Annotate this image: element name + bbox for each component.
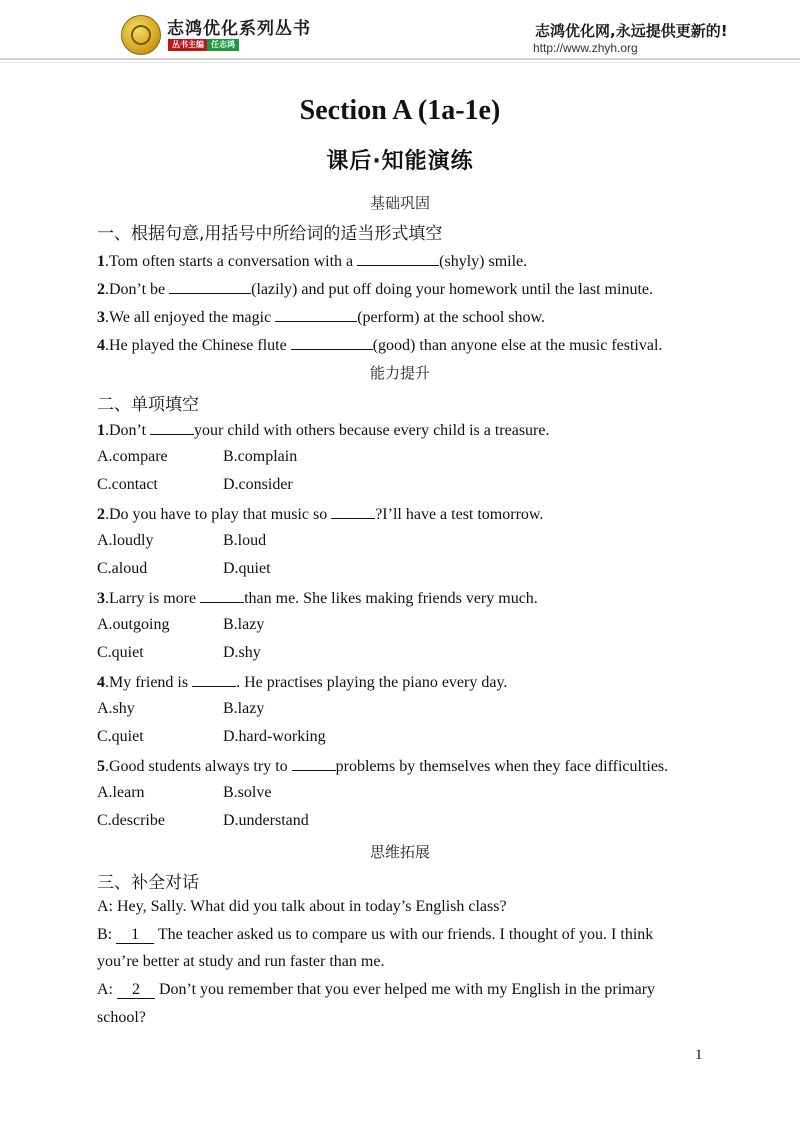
section-label-ability: 能力提升 [369, 364, 430, 382]
option-b[interactable]: B.solve [223, 784, 272, 801]
header-divider-thin [0, 62, 800, 63]
publisher-logo-icon [121, 15, 161, 55]
option-c[interactable]: C.aloud [97, 560, 148, 577]
speaker-label: B: [97, 926, 117, 943]
option-a[interactable]: A.compare [97, 448, 168, 465]
answer-blank[interactable] [150, 420, 194, 435]
option-b[interactable]: B.loud [223, 532, 267, 549]
answer-blank[interactable] [291, 335, 373, 350]
header-url-link[interactable]: http://www.zhyh.org [533, 41, 638, 55]
fill-item-4: 4.He played the Chinese flute (good) than anyone else at the music festival. [97, 337, 663, 354]
item-number: 3 [97, 309, 105, 326]
speaker-label: A: [97, 898, 117, 915]
dialogue-line-2: B: 1 The teacher asked us to compare us with our friends. I thought of you. I think [97, 926, 654, 943]
answer-blank[interactable] [275, 307, 357, 322]
option-b[interactable]: B.lazy [223, 700, 265, 717]
editor-name-chip: 任志鸿 [207, 39, 239, 51]
answer-blank[interactable] [357, 251, 439, 266]
option-d[interactable]: D.consider [223, 476, 293, 493]
dialogue-line-3: you’re better at study and run faster than me. [97, 953, 385, 970]
answer-blank[interactable] [169, 279, 251, 294]
question-5: 5.Good students always try to problems by themselves when they face difficulties. [97, 758, 669, 775]
dialogue-blank-1[interactable]: 1 [116, 927, 154, 944]
option-c[interactable]: C.describe [97, 812, 165, 829]
option-d[interactable]: D.understand [223, 812, 309, 829]
option-a[interactable]: A.loudly [97, 532, 154, 549]
question-1: 1.Don’t your child with others because every child is a treasure. [97, 422, 550, 439]
question-number: 2 [97, 506, 105, 523]
question-number: 3 [97, 590, 105, 607]
question-number: 1 [97, 422, 105, 439]
section-label-basic: 基础巩固 [369, 194, 430, 212]
question-number: 5 [97, 758, 105, 775]
section-label-thinking: 思维拓展 [369, 843, 430, 861]
item-number: 4 [97, 337, 105, 354]
header-slogan: 志鸿优化网,永远提供更新的! [535, 22, 728, 40]
option-c[interactable]: C.contact [97, 476, 158, 493]
dialogue-line-4: A: 2 Don’t you remember that you ever helped me with my English in the primary [97, 981, 656, 998]
question-2: 2.Do you have to play that music so ?I’ll have a test tomorrow. [97, 506, 544, 523]
dialogue-line-5: school? [97, 1009, 146, 1026]
header-divider [0, 58, 800, 60]
option-c[interactable]: C.quiet [97, 728, 144, 745]
option-c[interactable]: C.quiet [97, 644, 144, 661]
answer-blank[interactable] [292, 756, 336, 771]
item-number: 2 [97, 281, 105, 298]
option-b[interactable]: B.complain [223, 448, 298, 465]
option-a[interactable]: A.outgoing [97, 616, 170, 633]
page-header [0, 0, 800, 68]
item-number: 1 [97, 253, 105, 270]
fill-item-3: 3.We all enjoyed the magic (perform) at the school show. [97, 309, 545, 326]
option-d[interactable]: D.hard-working [223, 728, 326, 745]
option-a[interactable]: A.learn [97, 784, 145, 801]
option-b[interactable]: B.lazy [223, 616, 265, 633]
question-3: 3.Larry is more than me. She likes making friends very much. [97, 590, 538, 607]
page-number: 1 [695, 1047, 703, 1063]
part1-heading: 一、根据句意,用括号中所给词的适当形式填空 [97, 224, 443, 244]
answer-blank[interactable] [192, 672, 236, 687]
page-title: Section A (1a-1e) [299, 95, 501, 126]
speaker-label: A: [97, 981, 117, 998]
dialogue-blank-2[interactable]: 2 [117, 982, 155, 999]
answer-blank[interactable] [331, 504, 375, 519]
part2-heading: 二、单项填空 [97, 395, 199, 415]
answer-blank[interactable] [200, 588, 244, 603]
question-number: 4 [97, 674, 105, 691]
option-d[interactable]: D.shy [223, 644, 261, 661]
page-subtitle: 课后·知能演练 [326, 149, 474, 174]
option-d[interactable]: D.quiet [223, 560, 271, 577]
part3-heading: 三、补全对话 [97, 873, 199, 893]
editor-label-chip: 丛书主编 [168, 39, 208, 51]
fill-item-1: 1.Tom often starts a conversation with a (shyly) smile. [97, 253, 528, 270]
option-a[interactable]: A.shy [97, 700, 135, 717]
dialogue-line-1: A: Hey, Sally. What did you talk about in today’s English class? [97, 898, 507, 915]
series-title: 志鸿优化系列丛书 [167, 19, 311, 39]
fill-item-2: 2.Don’t be (lazily) and put off doing your homework until the last minute. [97, 281, 653, 298]
question-4: 4.My friend is . He practises playing the piano every day. [97, 674, 508, 691]
